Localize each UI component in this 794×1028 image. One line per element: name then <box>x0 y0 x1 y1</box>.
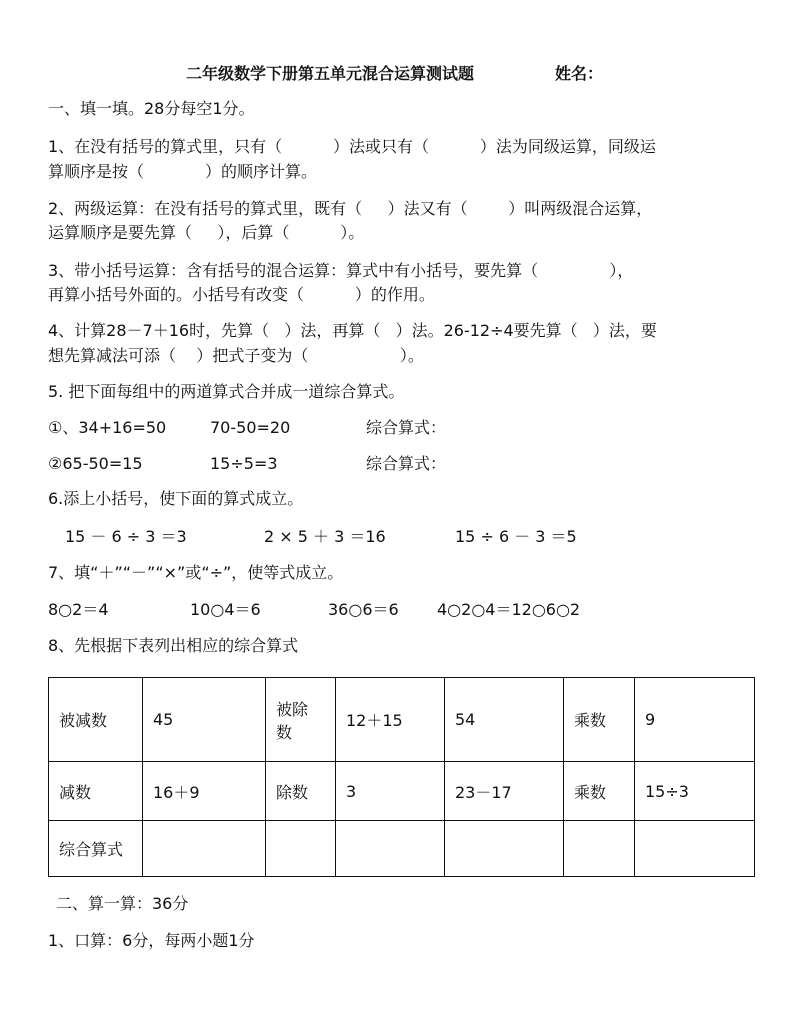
table-cell: 3 <box>336 762 445 821</box>
table-cell: 45 <box>143 678 266 762</box>
q7-item-1: 8○2＝4 <box>48 600 109 619</box>
q8-table <box>48 677 755 877</box>
table-cell: 综合算式 <box>49 821 143 877</box>
table-cell: 9 <box>635 678 755 762</box>
page-title: 二年级数学下册第五单元混合运算测试题 <box>186 64 475 83</box>
q3-line2: 再算小括号外面的。小括号有改变（ ）的作用。 <box>48 285 435 304</box>
q6-item-1: 15 － 6 ÷ 3 ＝3 <box>65 527 187 546</box>
q5-row2-c: 综合算式： <box>366 454 447 473</box>
q5-row1-c: 综合算式： <box>366 418 447 437</box>
q7-item-2: 10○4＝6 <box>190 600 261 619</box>
q7-item-4: 4○2○4＝12○6○2 <box>437 600 581 619</box>
answer-cell[interactable] <box>266 821 336 877</box>
q5-heading: 5. 把下面每组中的两道算式合并成一道综合算式。 <box>48 382 405 401</box>
section1-heading: 一、填一填。28分每空1分。 <box>48 99 255 118</box>
answer-cell[interactable] <box>445 821 564 877</box>
q3-line1: 3、带小括号运算：含有括号的混合运算：算式中有小括号，要先算（ ）， <box>48 261 634 280</box>
q6-heading: 6.添上小括号，使下面的算式成立。 <box>48 489 304 508</box>
q1-line2: 算顺序是按（ ）的顺序计算。 <box>48 162 318 181</box>
section2-heading: 二、算一算：36分 <box>56 894 189 913</box>
table-cell: 被减数 <box>49 678 143 762</box>
q5-row2-a: ②65-50=15 <box>48 454 143 473</box>
table-cell: 被除 数 <box>266 678 336 762</box>
q7-heading: 7、填“＋”“－”“×”或“÷”，使等式成立。 <box>48 563 344 582</box>
table-row <box>49 762 755 821</box>
q2-line1: 2、两级运算：在没有括号的算式里，既有（ ）法又有（ ）叫两级混合运算， <box>48 199 653 218</box>
name-label: 姓名： <box>555 64 604 83</box>
table-cell: 54 <box>445 678 564 762</box>
q4-line1: 4、计算28－7＋16时，先算（ ）法，再算（ ）法。26-12÷4要先算（ ）法，要 <box>48 321 657 340</box>
answer-cell[interactable] <box>564 821 635 877</box>
table-cell: 乘数 <box>564 678 635 762</box>
table-row <box>49 678 755 762</box>
table-cell: 减数 <box>49 762 143 821</box>
q5-row2-b: 15÷5=3 <box>210 454 278 473</box>
q8-heading: 8、先根据下表列出相应的综合算式 <box>48 636 299 655</box>
answer-cell[interactable] <box>143 821 266 877</box>
q6-item-3: 15 ÷ 6 － 3 ＝5 <box>455 527 577 546</box>
q5-row1-a: ①、34+16=50 <box>48 418 167 437</box>
answer-cell[interactable] <box>336 821 445 877</box>
section2-q1: 1、口算：6分，每两小题1分 <box>48 931 255 950</box>
table-cell: 除数 <box>266 762 336 821</box>
q7-item-3: 36○6＝6 <box>328 600 399 619</box>
table-cell: 23－17 <box>445 762 564 821</box>
table-cell: 12＋15 <box>336 678 445 762</box>
q6-item-2: 2 × 5 ＋ 3 ＝16 <box>264 527 386 546</box>
table-row <box>49 821 755 877</box>
q5-row1-b: 70-50=20 <box>210 418 291 437</box>
table-cell: 15÷3 <box>635 762 755 821</box>
table-cell: 乘数 <box>564 762 635 821</box>
q4-line2: 想先算减法可添（ ）把式子变为（ ）。 <box>48 346 424 365</box>
q1-line1: 1、在没有括号的算式里，只有（ ）法或只有（ ）法为同级运算，同级运 <box>48 137 656 156</box>
table-cell: 16＋9 <box>143 762 266 821</box>
answer-cell[interactable] <box>635 821 755 877</box>
q2-line2: 运算顺序是要先算（ ），后算（ ）。 <box>48 223 365 242</box>
